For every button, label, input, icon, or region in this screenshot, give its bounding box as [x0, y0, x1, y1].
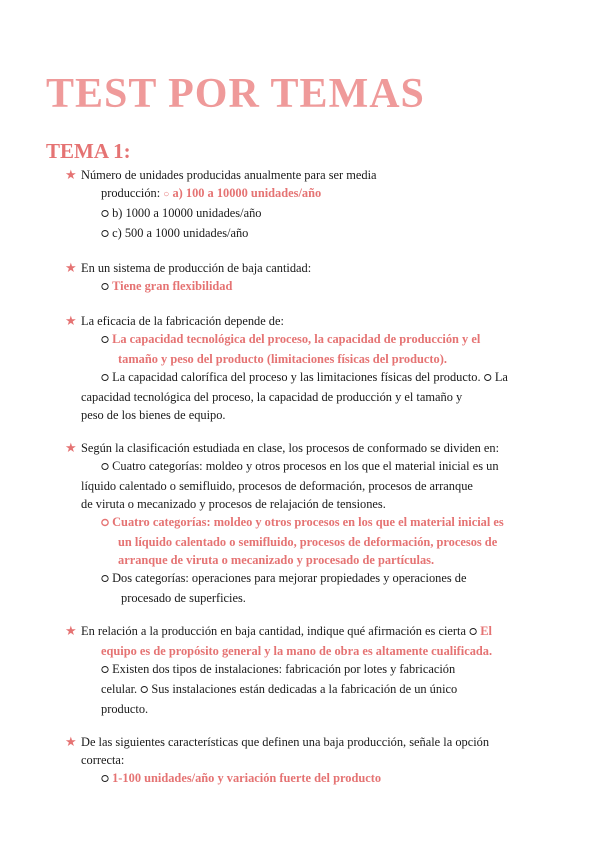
section-title: TEMA 1: [46, 139, 131, 163]
option-text: Sus instalaciones están dedicadas a la fabricación de un único [151, 682, 458, 696]
question-4-option-1-cont: líquido calentado o semifluido, procesos de deformación, procesos de arranque [81, 479, 473, 493]
question-5-correct-answer: El [480, 624, 492, 638]
option-text: c) 500 a 1000 unidades/año [112, 226, 249, 240]
question-1-option-b [81, 204, 540, 224]
question-3 [0, 312, 600, 424]
question-3-option-1 [81, 368, 540, 388]
circle-bullet-icon: ⭘ [101, 665, 109, 676]
question-1-option-c [81, 224, 540, 244]
question-4-correct-cont2 [81, 551, 540, 569]
question-4-correct-answer: Cuatro categorías: moldeo y otros procesos en los que el material inicial es [112, 515, 504, 529]
option-text: Cuatro categorías: moldeo y otros procesos en los que el material inicial es un [112, 459, 499, 473]
option-text: La capacidad calorífica del proceso y las limitaciones físicas del producto. [112, 370, 481, 384]
question-3-option-2-cont: peso de los bienes de equipo. [81, 408, 226, 422]
question-1-line2 [81, 184, 540, 204]
circle-bullet-icon: ⭘ [101, 518, 109, 529]
question-4 [0, 439, 600, 607]
question-5-correct-cont [81, 642, 540, 660]
question-4-correct [81, 513, 540, 533]
star-icon: ★ [65, 260, 77, 275]
star-icon: ★ [65, 440, 77, 455]
question-1-stem-cont: producción: [101, 186, 161, 200]
option-text: celular. [101, 682, 138, 696]
question-3-correct-answer: La capacidad tecnológica del proceso, la capacidad de producción y el [112, 332, 481, 346]
option-text: Existen dos tipos de instalaciones: fabricación por lotes y fabricación [112, 662, 456, 676]
question-6 [0, 733, 600, 789]
question-2-stem: En un sistema de producción de baja cantidad: [81, 261, 312, 275]
question-4-correct-cont [81, 533, 540, 551]
star-icon: ★ [65, 167, 77, 182]
circle-bullet-icon: ⭘ [101, 373, 109, 384]
question-1 [0, 166, 600, 244]
question-5-correct-answer-cont: equipo es de propósito general y la mano de obra es altamente cualificada. [101, 644, 493, 658]
circle-bullet-icon: ⭘ [101, 335, 109, 346]
star-icon: ★ [65, 313, 77, 328]
option-text: b) 1000 a 10000 unidades/año [112, 206, 262, 220]
question-4-stem: Según la clasificación estudiada en clase, los procesos de conformado se dividen en: [81, 441, 500, 455]
circle-bullet-icon: ⭘ [101, 462, 109, 473]
circle-bullet-icon: ⭘ [140, 685, 149, 696]
question-2-correct-answer: Tiene gran flexibilidad [112, 279, 233, 293]
question-4-option-1-cont2: de viruta o mecanizado y procesos de relajación de tensiones. [81, 497, 386, 511]
question-4-option-2-cont: procesado de superficies. [121, 591, 246, 605]
circle-bullet-icon: ⭘ [101, 209, 109, 220]
question-5 [0, 622, 600, 718]
question-5-stem-text: En relación a la producción en baja cantidad, indique qué afirmación es cierta [81, 624, 466, 638]
question-3-option-2: capacidad tecnológica del proceso, la capacidad de producción y el tamaño y [81, 390, 463, 404]
question-list [0, 166, 600, 789]
question-2 [0, 259, 600, 297]
question-3-correct-answer-cont: tamaño y peso del producto (limitaciones físicas del producto). [118, 352, 447, 366]
question-3-stem: La eficacia de la fabricación depende de: [81, 314, 284, 328]
question-6-stem: De las siguientes características que definen una baja producción, señale la opción [81, 735, 490, 749]
question-2-correct [81, 277, 540, 297]
question-5-stem [81, 622, 540, 642]
question-4-option-2 [81, 569, 540, 589]
question-5-option-2-cont: producto. [101, 702, 149, 716]
circle-bullet-icon: ○ [163, 189, 170, 200]
question-1-stem: Número de unidades producidas anualmente para ser media [81, 168, 377, 182]
question-6-correct [81, 769, 540, 789]
question-5-option-1 [81, 660, 540, 680]
star-icon: ★ [65, 623, 77, 638]
star-icon: ★ [65, 734, 77, 749]
page-title: TEST POR TEMAS [46, 71, 425, 117]
question-5-option-2 [81, 680, 540, 700]
circle-bullet-icon: ⭘ [101, 574, 109, 585]
question-3-correct [81, 330, 540, 350]
question-1-correct-answer: a) 100 a 10000 unidades/año [172, 186, 322, 200]
option-text: La [494, 370, 508, 384]
question-4-correct-answer-cont: un líquido calentado o semifluido, procesos de deformación, procesos de [118, 535, 498, 549]
circle-bullet-icon: ⭘ [101, 774, 109, 785]
circle-bullet-icon: ⭘ [101, 229, 109, 240]
circle-bullet-icon: ⭘ [469, 627, 478, 638]
option-text: Dos categorías: operaciones para mejorar propiedades y operaciones de [112, 571, 467, 585]
question-4-correct-answer-cont2: arranque de viruta o mecanizado y procesado de partículas. [118, 553, 435, 567]
circle-bullet-icon: ⭘ [101, 282, 109, 293]
circle-bullet-icon: ⭘ [483, 373, 492, 384]
question-6-correct-answer: 1-100 unidades/año y variación fuerte del producto [112, 771, 382, 785]
question-3-correct-cont [81, 350, 540, 368]
question-4-option-1 [81, 457, 540, 477]
question-6-stem-cont: correcta: [81, 753, 125, 767]
